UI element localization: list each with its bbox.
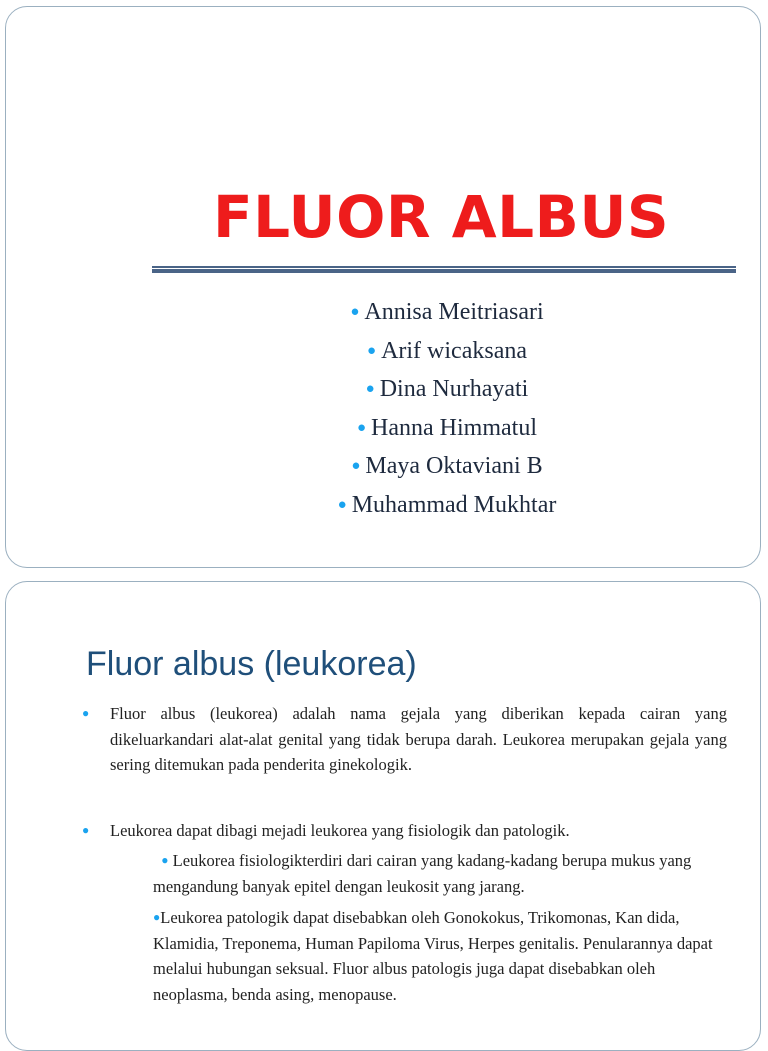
author-list	[152, 293, 742, 524]
sub-bullet-text: Leukorea fisiologikterdiri dari cairan yang kadang-kadang berupa mukus yang mengandung banyak epitel dengan leukosit yang jarang.	[153, 851, 692, 896]
bullet-icon: ●	[82, 706, 90, 720]
bullet-text: Leukorea dapat dibagi mejadi leukorea yang fisiologik dan patologik.	[110, 821, 570, 840]
bullet-icon: ●	[351, 458, 361, 474]
author-item: ● Arif wicaksana	[152, 332, 742, 371]
author-item: ● Dina Nurhayati	[152, 370, 742, 409]
bullet-text: Fluor albus (leukorea) adalah nama gejala yang diberikan kepada cairan yang dikeluarkandari alat-alat genital yang tidak berupa darah. Leukorea merupakan gejala yang sering ditemukan pada penderita ginekologik.	[110, 704, 727, 774]
author-item: ● Annisa Meitriasari	[152, 293, 742, 332]
author-item: ● Hanna Himmatul	[152, 409, 742, 448]
bullet-icon: ●	[161, 853, 169, 867]
bullet-icon: ●	[365, 381, 375, 397]
sub-bullet-text: Leukorea patologik dapat disebabkan oleh Gonokokus, Trikomonas, Kan dida, Klamidia, Treponema, Human Papiloma Virus, Herpes genitalis. Penularannya dapat melalui hubungan seksual. Fluor albus patologis juga dapat disebabkan oleh neoplasma, benda asing, menopause.	[153, 908, 713, 1004]
bullet-icon: ●	[82, 823, 90, 837]
bullet-paragraph	[82, 818, 727, 844]
slide-title: FLUOR ALBUS	[213, 183, 670, 251]
bullet-icon: ●	[153, 910, 161, 924]
sub-bullet-paragraph	[153, 905, 729, 1007]
bullet-icon: ●	[337, 496, 347, 513]
bullet-icon: ●	[356, 419, 367, 436]
title-divider	[152, 266, 736, 274]
content-slide	[5, 581, 761, 1051]
author-item: ● Muhammad Mukhtar	[152, 486, 742, 525]
slide-heading: Fluor albus (leukorea)	[86, 645, 417, 683]
title-slide	[5, 6, 761, 568]
bullet-icon: ●	[367, 342, 377, 359]
bullet-icon: ●	[350, 304, 360, 320]
sub-bullet-paragraph	[153, 848, 729, 899]
author-item: ● Maya Oktaviani B	[152, 447, 742, 486]
bullet-paragraph	[82, 701, 727, 778]
